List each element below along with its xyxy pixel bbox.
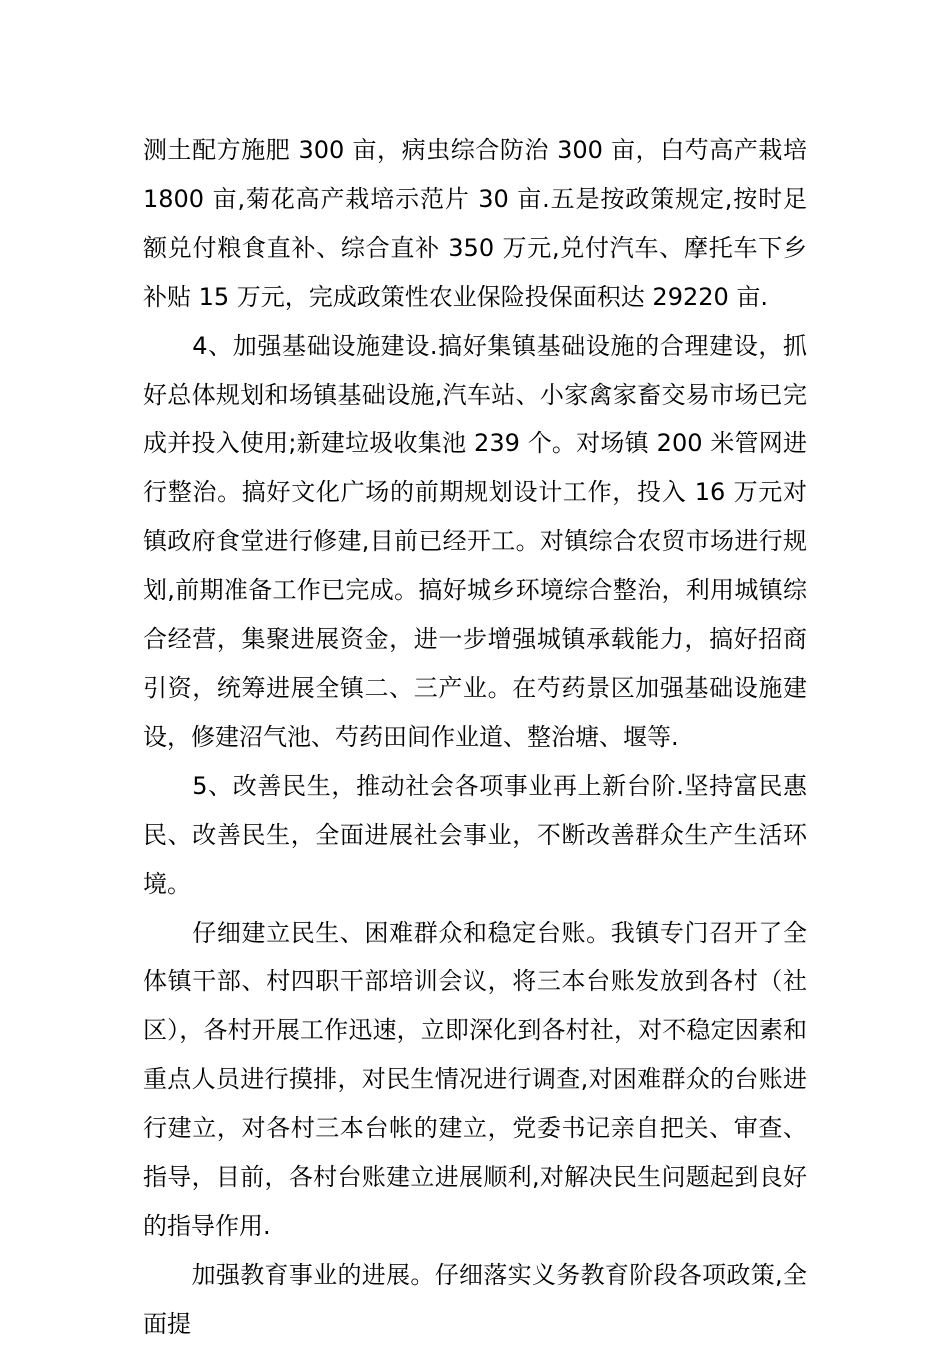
document-body: [143, 126, 815, 1349]
paragraph-ledgers: 仔细建立民生、困难群众和稳定台账。我镇专门召开了全体镇干部、村四职干部培训会议，将三本台账发放到各村（社区），各村开展工作迅速，立即深化到各村社，对不稳定因素和重点人员进行摸排，对民生情况进行调查,对困难群众的台账进行建立，对各村三本台帐的建立，党委书记亲自把关、审查、指导，目前，各村台账建立进展顺利,对解决民生问题起到良好的指导作用.: [143, 918, 807, 1240]
paragraph-education: 加强教育事业的进展。仔细落实义务教育阶段各项政策,全面提: [143, 1260, 807, 1338]
paragraph-livelihood: 5、改善民生，推动社会各项事业再上新台阶.坚持富民惠民、改善民生，全面进展社会事业，不断改善群众生产生活环境。: [143, 771, 807, 898]
paragraph-infrastructure: 4、加强基础设施建设.搞好集镇基础设施的合理建设，抓好总体规划和场镇基础设施,汽车站、小家禽家畜交易市场已完成并投入使用;新建垃圾收集池 239 个。对场镇 200 米管网进行整治。搞好文化广场的前期规划设计工作，投入 16 万元对镇政府食堂进行修建,目前已经开工。对镇综合农贸市场进行规划,前期准备工作已完成。搞好城乡环境综合整治，利用城镇综合经营，集聚进展资金，进一步增强城镇承载能力，搞好招商引资，统筹进展全镇二、三产业。在芍药景区加强基础设施建设，修建沼气池、芍药田间作业道、整治塘、堰等.: [143, 331, 807, 751]
paragraph-agriculture-subsidies: 测土配方施肥 300 亩，病虫综合防治 300 亩，白芍高产栽培 1800 亩,菊花高产栽培示范片 30 亩.五是按政策规定,按时足额兑付粮食直补、综合直补 350 万元,兑付汽车、摩托车下乡补贴 15 万元，完成政策性农业保险投保面积达 29220 亩.: [143, 136, 815, 311]
